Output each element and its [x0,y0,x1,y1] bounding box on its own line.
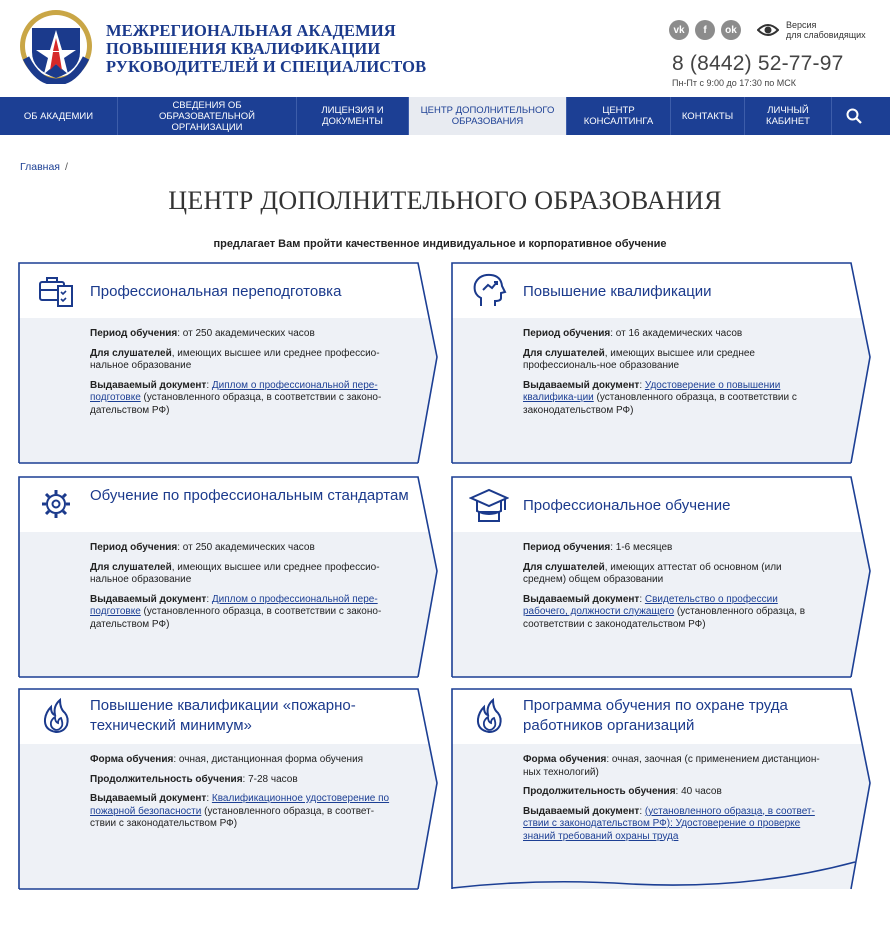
card-detail-row [90,542,390,555]
detail-label: Выдаваемый документ [523,805,640,817]
main-nav [0,97,890,135]
breadcrumb [20,161,68,173]
detail-tail: (установленного образца, в соответствии с законодательством РФ) [523,606,806,630]
academy-name-line: МЕЖРЕГИОНАЛЬНАЯ АКАДЕМИЯ [106,21,396,40]
card-fire-minimum[interactable] [18,688,438,890]
detail-text: : [206,593,212,605]
detail-label: Форма обучения [523,754,607,765]
nav-item-consulting[interactable]: ЦЕНТР КОНСАЛТИНГА [567,97,671,135]
detail-text: : 40 часов [675,786,722,797]
detail-text: : [206,379,212,391]
card-detail-row [90,348,390,373]
nav-item-account[interactable]: ЛИЧНЫЙ КАБИНЕТ [745,97,832,135]
card-professional-training[interactable] [451,476,871,678]
card-detail-row [523,786,823,799]
detail-text: : 1-6 месяцев [610,542,673,553]
social-links [669,20,741,40]
card-detail-row [523,754,823,779]
detail-label: Форма обучения [90,754,174,765]
nav-item-license[interactable]: ЛИЦЕНЗИЯ И ДОКУМЕНТЫ [297,97,409,135]
detail-text: : [639,593,645,605]
gear-head-icon [36,484,76,524]
document-link[interactable]: (установленного образца, в соответ-ствии с законодательством РФ): Удостоверение о проверке знаний требований охраны труда [523,805,815,842]
detail-label: Для слушателей [523,347,605,359]
card-detail-row [523,380,823,418]
card-labor-safety[interactable] [451,688,871,890]
card-body [90,328,390,424]
card-detail-row [90,793,390,831]
detail-label: Для слушателей [523,561,605,573]
page-subtitle: предлагает Вам пройти качественное индивидуальное и корпоративное обучение [213,238,667,250]
detail-tail: (установленного образца, в соответствии с законо-дательством РФ) [90,392,382,416]
odnoklassniki-icon[interactable]: ok [721,20,741,40]
detail-text: , имеющих высшее или среднее профессио-нальное образование [90,347,380,371]
working-hours: Пн-Пт с 9:00 до 17:30 по МСК [672,78,796,88]
card-detail-row [523,562,823,587]
card-body [523,754,823,850]
detail-tail: (установленного образца, в соответ-ствии с законодательством РФ) [90,805,375,829]
card-detail-row [90,594,390,632]
card-body [90,542,390,638]
academy-name-line: ПОВЫШЕНИЯ КВАЛИФИКАЦИИ [106,39,381,58]
detail-tail: (установленного образца, в соответствии с законодательством РФ) [523,392,797,416]
detail-label: Для слушателей [90,347,172,359]
detail-label: Продолжительность обучения [90,773,243,785]
facebook-icon[interactable]: f [695,20,715,40]
breadcrumb-home-link[interactable]: Главная [20,161,60,173]
nav-item-about[interactable]: ОБ АКАДЕМИИ [0,97,118,135]
academy-name[interactable] [106,22,426,76]
card-title[interactable]: Повышение квалификации «пожарно-технический минимум» [90,697,356,734]
document-link[interactable]: Диплом о профессиональной пере-подготовке [90,379,378,403]
detail-text: : 7-28 часов [242,773,298,785]
card-detail-row [90,328,390,341]
detail-label: Выдаваемый документ [90,593,207,605]
detail-label: Для слушателей [90,561,172,573]
detail-label: Период обучения [90,328,178,339]
header [0,0,890,96]
fire-icon [36,696,76,736]
detail-text: : [206,793,212,804]
card-detail-row [523,806,823,844]
card-detail-row [523,348,823,373]
search-icon [846,108,862,124]
card-retraining[interactable] [18,262,438,464]
graduation-cap-icon [469,484,509,524]
detail-text: : очная, дистанционная форма обучения [173,754,364,765]
card-body [90,754,390,838]
document-link[interactable]: Свидетельство о профессии рабочего, должности служащего [523,593,778,617]
nav-item-additional-education[interactable]: ЦЕНТР ДОПОЛНИТЕЛЬНОГО ОБРАЗОВАНИЯ [409,97,567,135]
detail-text: : от 16 академических часов [610,328,743,339]
detail-text: : [639,805,645,817]
detail-text: , имеющих высшее или среднее профессио-нальное образование [90,561,380,585]
detail-label: Период обучения [523,542,611,553]
card-standards[interactable] [18,476,438,678]
head-growth-icon [469,270,509,310]
detail-text: , имеющих аттестат об основном (или среднем) общем образовании [523,561,782,585]
nav-item-contacts[interactable]: КОНТАКТЫ [671,97,745,135]
card-title[interactable]: Повышение квалификации [523,283,712,300]
card-detail-row [523,594,823,632]
card-detail-row [90,774,390,787]
academy-name-line: РУКОВОДИТЕЛЕЙ И СПЕЦИАЛИСТОВ [106,57,427,76]
detail-label: Выдаваемый документ [90,793,207,804]
document-link[interactable]: Удостоверение о повышении квалифика-ции [523,379,781,403]
detail-label: Выдаваемый документ [90,379,207,391]
card-title[interactable]: Обучение по профессиональным стандартам [90,487,409,504]
card-detail-row [523,542,823,555]
card-qualification[interactable] [451,262,871,464]
detail-text: : от 250 академических часов [177,542,315,553]
fire-icon [469,696,509,736]
detail-text: , имеющих высшее или среднее профессиональ-ное образование [523,347,755,371]
card-detail-row [523,328,823,341]
version-line: Версия [786,20,817,30]
card-detail-row [90,380,390,418]
detail-label: Период обучения [523,328,611,339]
nav-item-info[interactable]: СВЕДЕНИЯ ОБ ОБРАЗОВАТЕЛЬНОЙ ОРГАНИЗАЦИИ [118,97,297,135]
academy-logo[interactable] [18,8,94,84]
card-body [523,328,823,424]
detail-label: Период обучения [90,542,178,553]
detail-label: Продолжительность обучения [523,786,676,797]
document-link[interactable]: Диплом о профессиональной пере-подготовке [90,593,378,617]
card-title[interactable]: Программа обучения по охране труда работников организаций [523,697,788,734]
search-button[interactable] [832,97,876,135]
detail-text: : от 250 академических часов [177,328,315,339]
detail-tail: (установленного образца, в соответствии с законо-дательством РФ) [90,606,382,630]
card-title[interactable]: Профессиональное обучение [523,497,731,514]
eye-icon[interactable] [757,22,779,38]
document-link[interactable]: Квалификационное удостоверение по пожарной безопасности [90,793,390,817]
phone-number[interactable]: 8 (8442) 52-77-97 [672,52,844,75]
page-title: ЦЕНТР ДОПОЛНИТЕЛЬНОГО ОБРАЗОВАНИЯ [168,186,722,215]
card-body [523,542,823,638]
accessibility-version-link[interactable] [786,20,866,40]
vk-icon[interactable]: vk [669,20,689,40]
breadcrumb-separator: / [64,161,68,173]
card-detail-row [90,562,390,587]
card-detail-row [90,754,390,767]
version-line: для слабовидящих [786,30,866,40]
detail-label: Выдаваемый документ [523,379,640,391]
detail-text: : [639,379,645,391]
briefcase-checklist-icon [36,270,76,310]
detail-label: Выдаваемый документ [523,593,640,605]
detail-text: : очная, заочная (с применением дистанцион-ных технологий) [523,754,820,778]
card-title[interactable]: Профессиональная переподготовка [90,283,342,300]
